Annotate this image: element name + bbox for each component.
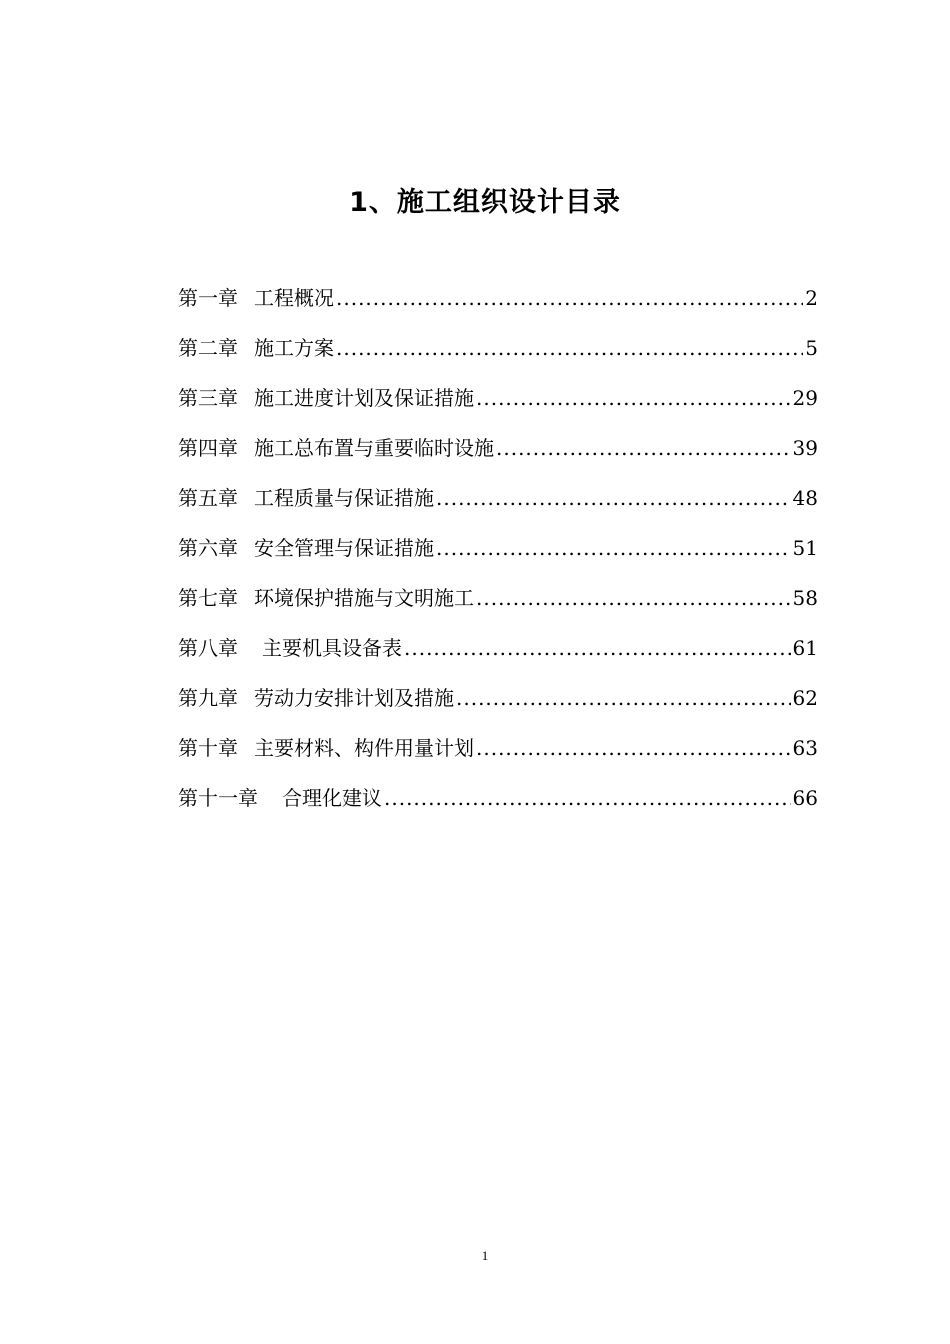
toc-title: 劳动力安排计划及措施 bbox=[254, 686, 454, 710]
toc-chapter: 第十章 bbox=[178, 736, 238, 760]
toc-chapter: 第六章 bbox=[178, 536, 238, 560]
toc-page-number: 61 bbox=[792, 636, 818, 660]
page-number: 1 bbox=[481, 1248, 489, 1263]
toc-entry[interactable] bbox=[178, 682, 818, 732]
toc-title: 主要机具设备表 bbox=[262, 636, 402, 660]
toc-page-number: 29 bbox=[792, 386, 818, 410]
toc-page-number: 2 bbox=[805, 286, 818, 310]
toc-entry[interactable] bbox=[178, 532, 818, 582]
toc-title: 合理化建议 bbox=[282, 786, 382, 810]
toc-title: 施工方案 bbox=[254, 336, 334, 360]
toc-leader-dots bbox=[336, 332, 803, 364]
toc-entry[interactable] bbox=[178, 332, 818, 382]
toc-chapter: 第二章 bbox=[178, 336, 238, 360]
toc-leader-dots bbox=[496, 432, 791, 464]
toc-chapter: 第三章 bbox=[178, 386, 238, 410]
toc-entry[interactable] bbox=[178, 432, 818, 482]
toc-page-number: 5 bbox=[805, 336, 818, 360]
toc-leader-dots bbox=[404, 632, 791, 664]
toc-leader-dots bbox=[476, 732, 791, 764]
toc-entry[interactable] bbox=[178, 732, 818, 782]
toc-entry[interactable] bbox=[178, 282, 818, 332]
toc-title: 施工进度计划及保证措施 bbox=[254, 386, 474, 410]
toc-chapter: 第八章 bbox=[178, 636, 238, 660]
toc-title: 环境保护措施与文明施工 bbox=[254, 586, 474, 610]
toc-entry[interactable] bbox=[178, 782, 818, 832]
toc-title: 安全管理与保证措施 bbox=[254, 536, 434, 560]
toc-title: 工程概况 bbox=[254, 286, 334, 310]
toc-chapter: 第一章 bbox=[178, 286, 238, 310]
toc-chapter: 第九章 bbox=[178, 686, 238, 710]
toc-leader-dots bbox=[436, 482, 791, 514]
toc-page-number: 58 bbox=[792, 586, 818, 610]
toc-title: 工程质量与保证措施 bbox=[254, 486, 434, 510]
toc-chapter: 第四章 bbox=[178, 436, 238, 460]
toc-page-number: 66 bbox=[792, 786, 818, 810]
toc-entry[interactable] bbox=[178, 382, 818, 432]
toc-leader-dots bbox=[476, 582, 791, 614]
toc-chapter: 第七章 bbox=[178, 586, 238, 610]
toc-title: 主要材料、构件用量计划 bbox=[254, 736, 474, 760]
table-of-contents bbox=[178, 282, 818, 832]
toc-leader-dots bbox=[476, 382, 791, 414]
toc-page-number: 48 bbox=[792, 486, 818, 510]
toc-entry[interactable] bbox=[178, 632, 818, 682]
toc-leader-dots bbox=[384, 782, 791, 814]
toc-title: 施工总布置与重要临时设施 bbox=[254, 436, 494, 460]
toc-page-number: 63 bbox=[792, 736, 818, 760]
toc-page-number: 39 bbox=[792, 436, 818, 460]
toc-page-number: 51 bbox=[792, 536, 818, 560]
toc-page-number: 62 bbox=[792, 686, 818, 710]
document-title: 1、施工组织设计目录 bbox=[349, 187, 621, 218]
toc-leader-dots bbox=[336, 282, 803, 314]
toc-chapter: 第五章 bbox=[178, 486, 238, 510]
toc-leader-dots bbox=[456, 682, 791, 714]
toc-chapter: 第十一章 bbox=[178, 786, 258, 810]
toc-entry[interactable] bbox=[178, 582, 818, 632]
toc-entry[interactable] bbox=[178, 482, 818, 532]
toc-leader-dots bbox=[436, 532, 791, 564]
